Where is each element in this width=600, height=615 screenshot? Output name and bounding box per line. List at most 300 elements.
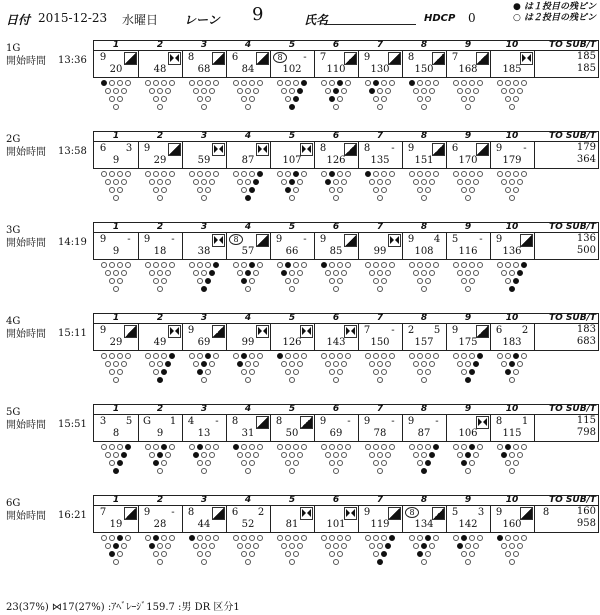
pin-icon <box>373 96 379 102</box>
second-roll: - <box>171 234 175 245</box>
pin-icon <box>325 270 331 276</box>
start-time: 15:51 <box>58 419 87 430</box>
pin-icon <box>289 377 295 383</box>
cumulative-score: 130 <box>370 64 390 75</box>
pin-icon <box>277 171 283 177</box>
first-roll: 8 <box>363 143 371 154</box>
frame-number: 8 <box>420 222 428 232</box>
pin-icon <box>469 278 475 284</box>
running-subtotal: 683 <box>576 336 596 347</box>
frame-header <box>94 496 598 506</box>
pin-diagram <box>497 171 533 225</box>
frame-9 <box>446 233 491 259</box>
pin-icon <box>281 88 287 94</box>
pin-icon <box>461 535 467 541</box>
pin-icon <box>157 377 163 383</box>
pin-icon <box>289 361 295 367</box>
frame-10 <box>490 142 535 168</box>
pin-icon <box>341 270 347 276</box>
pin-icon <box>157 361 163 367</box>
frame-rolls <box>94 325 138 336</box>
frame-7 <box>358 51 403 77</box>
cumulative-score: 20 <box>109 64 123 75</box>
pin-icon <box>241 444 247 450</box>
pin-icon <box>201 377 207 383</box>
cumulative-score: 143 <box>326 337 346 348</box>
cumulative-score: 150 <box>370 337 390 348</box>
pin-icon <box>197 96 203 102</box>
frame-header <box>94 223 598 233</box>
pin-icon <box>125 171 131 177</box>
frame-number: 1 <box>112 222 120 232</box>
pin-icon <box>249 460 255 466</box>
pin-icon <box>337 96 343 102</box>
pin-icon <box>505 551 511 557</box>
pin-icon <box>509 543 515 549</box>
pin-icon <box>197 262 203 268</box>
pin-icon <box>369 452 375 458</box>
frame-2 <box>138 506 183 532</box>
pin-diagram <box>453 171 489 225</box>
frame-4 <box>226 51 271 77</box>
pin-icon <box>469 96 475 102</box>
pin-icon <box>253 452 259 458</box>
pin-icon <box>333 286 339 292</box>
pin-icon <box>477 80 483 86</box>
pin-icon <box>497 262 503 268</box>
pin-icon <box>161 353 167 359</box>
pin-icon <box>337 535 343 541</box>
first-roll: 8 <box>187 52 195 63</box>
pin-legend: ● は１投目の残ピン ○ は２投目の残ピン <box>512 2 596 23</box>
cumulative-score: 29 <box>109 337 123 348</box>
pin-icon <box>473 270 479 276</box>
pin-icon <box>469 187 475 193</box>
pin-icon <box>341 88 347 94</box>
pin-icon <box>209 361 215 367</box>
pin-icon <box>465 179 471 185</box>
pin-icon <box>161 171 167 177</box>
game-label <box>6 42 46 68</box>
pin-icon <box>105 452 111 458</box>
pin-icon <box>513 551 519 557</box>
pin-icon <box>233 353 239 359</box>
pin-icon <box>517 88 523 94</box>
pin-icon <box>109 262 115 268</box>
second-roll: - <box>303 234 307 245</box>
second-roll: 5 <box>433 325 441 336</box>
frame-rolls <box>446 52 490 63</box>
pin-icon <box>189 535 195 541</box>
frame-rolls <box>138 234 182 245</box>
pin-icon <box>505 80 511 86</box>
pin-icon <box>277 535 283 541</box>
pin-icon <box>113 286 119 292</box>
pin-icon <box>413 543 419 549</box>
hdcp-label: HDCP <box>424 13 456 24</box>
pin-icon <box>473 179 479 185</box>
cumulative-score: 28 <box>153 519 167 530</box>
pin-icon <box>109 353 115 359</box>
pin-icon <box>417 369 423 375</box>
first-roll: 7 <box>363 325 371 336</box>
pin-icon <box>421 361 427 367</box>
pin-icon <box>377 195 383 201</box>
pin-icon <box>117 171 123 177</box>
pin-icon <box>197 369 203 375</box>
second-roll: 2 <box>521 325 529 336</box>
pin-icon <box>497 171 503 177</box>
frame-number: 8 <box>420 131 428 141</box>
frame-number: 1 <box>112 495 120 505</box>
pin-diagram <box>321 80 357 134</box>
second-roll: 1 <box>169 416 177 427</box>
frame-rolls <box>490 52 534 63</box>
pin-icon <box>293 96 299 102</box>
frame-3 <box>182 415 227 441</box>
pin-icon <box>101 444 107 450</box>
pin-icon <box>193 452 199 458</box>
pin-icon <box>297 361 303 367</box>
first-roll: 9 <box>363 507 371 518</box>
pin-icon <box>389 535 395 541</box>
pin-icon <box>425 171 431 177</box>
pin-icon <box>241 171 247 177</box>
pin-icon <box>341 361 347 367</box>
total-header: TO SUB/T <box>549 495 596 505</box>
pin-icon <box>113 377 119 383</box>
pin-diagram <box>277 535 313 589</box>
pin-icon <box>469 551 475 557</box>
frame-rolls <box>226 507 270 518</box>
pin-icon <box>213 262 219 268</box>
total-header: TO SUB/T <box>549 404 596 414</box>
pin-icon <box>429 361 435 367</box>
pin-icon <box>285 80 291 86</box>
pin-icon <box>505 262 511 268</box>
pin-icon <box>293 262 299 268</box>
second-roll: - <box>215 416 219 427</box>
pin-icon <box>169 171 175 177</box>
frame-4 <box>226 415 271 441</box>
pin-icon <box>409 353 415 359</box>
frame-number: 7 <box>376 495 384 505</box>
pin-icon <box>417 171 423 177</box>
pin-icon <box>249 444 255 450</box>
pin-icon <box>241 187 247 193</box>
pin-icon <box>417 444 423 450</box>
frame-7 <box>358 415 403 441</box>
pin-icon <box>189 171 195 177</box>
pin-diagram <box>101 444 137 498</box>
pin-icon <box>337 80 343 86</box>
pin-icon <box>157 543 163 549</box>
game-totals <box>548 506 596 530</box>
pin-icon <box>245 559 251 565</box>
second-roll: - <box>171 507 175 518</box>
pin-icon <box>169 444 175 450</box>
pin-icon <box>337 353 343 359</box>
pin-icon <box>249 369 255 375</box>
frame-rolls <box>358 143 402 154</box>
cumulative-score: 13 <box>197 428 211 439</box>
pin-icon <box>213 171 219 177</box>
pin-icon <box>109 187 115 193</box>
pin-icon <box>201 452 207 458</box>
pin-icon <box>521 444 527 450</box>
pin-icon <box>417 460 423 466</box>
pin-icon <box>457 543 463 549</box>
pin-icon <box>461 96 467 102</box>
pin-icon <box>109 171 115 177</box>
pin-icon <box>417 278 423 284</box>
first-roll: 2 <box>407 325 415 336</box>
frame-number: 6 <box>332 495 340 505</box>
cumulative-score: 142 <box>458 519 478 530</box>
frame-2 <box>138 142 183 168</box>
second-roll: - <box>523 143 527 154</box>
pin-icon <box>517 270 523 276</box>
second-roll: - <box>479 234 483 245</box>
pin-diagram <box>233 262 269 316</box>
pin-icon <box>149 88 155 94</box>
pin-icon <box>417 353 423 359</box>
frame-4 <box>226 506 271 532</box>
frame-10 <box>490 506 550 532</box>
pin-icon <box>257 262 263 268</box>
frame-6 <box>314 51 359 77</box>
frame-number: 8 <box>420 495 428 505</box>
pin-icon <box>369 270 375 276</box>
pin-icon <box>105 270 111 276</box>
pin-icon <box>297 543 303 549</box>
pin-icon <box>333 179 339 185</box>
frame-number: 5 <box>288 313 296 323</box>
pin-icon <box>245 88 251 94</box>
pin-icon <box>161 551 167 557</box>
frame-1 <box>94 324 139 350</box>
pin-icon <box>237 543 243 549</box>
pin-icon <box>453 262 459 268</box>
pin-icon <box>205 187 211 193</box>
pin-icon <box>425 460 431 466</box>
sheet-header <box>6 6 596 28</box>
pin-icon <box>161 80 167 86</box>
cumulative-score: 87 <box>417 428 431 439</box>
frame-number: 9 <box>464 222 472 232</box>
pin-icon <box>389 353 395 359</box>
pin-icon <box>121 270 127 276</box>
pin-icon <box>245 377 251 383</box>
pin-icon <box>505 444 511 450</box>
cumulative-score: 31 <box>241 428 255 439</box>
pin-icon <box>329 187 335 193</box>
frame-8 <box>402 51 447 77</box>
pin-icon <box>421 195 427 201</box>
pin-icon <box>125 535 131 541</box>
pin-icon <box>241 262 247 268</box>
pin-icon <box>381 353 387 359</box>
pin-icon <box>461 278 467 284</box>
pin-icon <box>329 551 335 557</box>
pin-icon <box>381 187 387 193</box>
pin-icon <box>249 353 255 359</box>
pin-icon <box>101 262 107 268</box>
first-roll: 7 <box>319 52 327 63</box>
first-roll: 8 <box>275 416 283 427</box>
second-roll: - <box>303 52 307 63</box>
frame-number: 5 <box>288 495 296 505</box>
pin-icon <box>201 559 207 565</box>
first-roll: 9 <box>407 234 415 245</box>
pin-icon <box>205 96 211 102</box>
pin-icon <box>425 262 431 268</box>
cumulative-score: 126 <box>326 155 346 166</box>
pin-icon <box>245 468 251 474</box>
pin-icon <box>461 551 467 557</box>
pin-icon <box>329 535 335 541</box>
game-totals <box>548 142 596 166</box>
pin-icon <box>289 452 295 458</box>
frame-rolls <box>270 52 314 63</box>
pin-diagram <box>277 262 313 316</box>
cumulative-score: 78 <box>373 428 387 439</box>
pin-icon <box>329 96 335 102</box>
first-roll: 9 <box>143 143 151 154</box>
pin-icon <box>509 559 515 565</box>
score-card <box>93 131 599 169</box>
cumulative-score: 59 <box>197 155 211 166</box>
pin-icon <box>325 361 331 367</box>
pin-icon <box>281 543 287 549</box>
pin-icon <box>417 262 423 268</box>
frame-rolls <box>270 507 314 518</box>
pin-icon <box>197 171 203 177</box>
second-roll: 2 <box>257 507 265 518</box>
pin-icon <box>377 104 383 110</box>
first-roll: 6 <box>451 143 459 154</box>
pin-icon <box>373 353 379 359</box>
pin-icon <box>201 104 207 110</box>
pin-icon <box>117 353 123 359</box>
pin-icon <box>409 171 415 177</box>
frame-4 <box>226 142 271 168</box>
frame-rolls <box>402 143 446 154</box>
pin-icon <box>325 88 331 94</box>
frame-rolls <box>94 416 138 427</box>
pin-icon <box>245 270 251 276</box>
frame-number: 7 <box>376 313 384 323</box>
pin-icon <box>465 468 471 474</box>
frame-3 <box>182 324 227 350</box>
pin-icon <box>345 535 351 541</box>
game-number: 1G <box>6 43 21 54</box>
pin-icon <box>513 171 519 177</box>
pin-icon <box>117 80 123 86</box>
pin-icon <box>205 262 211 268</box>
pin-icon <box>153 187 159 193</box>
pin-icon <box>109 535 115 541</box>
game-totals <box>548 51 596 75</box>
frame-number: 6 <box>332 131 340 141</box>
pin-icon <box>297 270 303 276</box>
pin-icon <box>101 353 107 359</box>
frame-rolls <box>314 143 358 154</box>
cumulative-score: 119 <box>370 519 390 530</box>
legend-second: は２投目の残ピン <box>523 13 596 23</box>
pin-icon <box>469 535 475 541</box>
frame-rolls <box>358 416 402 427</box>
pin-icon <box>369 88 375 94</box>
frame-4 <box>226 233 271 259</box>
pin-icon <box>509 377 515 383</box>
pin-icon <box>293 187 299 193</box>
cumulative-score: 108 <box>414 246 434 257</box>
frame-7 <box>358 506 403 532</box>
first-roll: 9 <box>99 52 107 63</box>
pin-diagram <box>101 535 137 589</box>
pin-diagram <box>321 262 357 316</box>
game-totals <box>548 415 596 439</box>
pin-icon <box>377 286 383 292</box>
frame-number: 5 <box>288 404 296 414</box>
pin-icon <box>253 361 259 367</box>
cumulative-score: 66 <box>285 246 299 257</box>
pin-diagram <box>145 171 181 225</box>
pin-icon <box>253 270 259 276</box>
game-label <box>6 406 46 432</box>
pin-icon <box>205 369 211 375</box>
pin-icon <box>109 96 115 102</box>
split-roll: 8 <box>273 52 287 63</box>
pin-icon <box>457 452 463 458</box>
running-subtotal: 798 <box>576 427 596 438</box>
pin-icon <box>333 104 339 110</box>
game-number: 5G <box>6 407 21 418</box>
pin-icon <box>457 179 463 185</box>
pin-icon <box>285 96 291 102</box>
pin-icon <box>197 80 203 86</box>
frame-number: 2 <box>156 40 164 50</box>
pin-icon <box>197 535 203 541</box>
pin-icon <box>321 171 327 177</box>
pin-icon <box>289 468 295 474</box>
first-roll: 9 <box>275 234 283 245</box>
pin-diagram <box>365 262 401 316</box>
frame-8 <box>402 324 447 350</box>
start-time: 13:36 <box>58 55 87 66</box>
pin-icon <box>201 88 207 94</box>
pin-icon <box>341 179 347 185</box>
pin-icon <box>513 535 519 541</box>
second-roll: - <box>435 416 439 427</box>
cumulative-score: 81 <box>285 519 299 530</box>
pin-icon <box>113 270 119 276</box>
pin-icon <box>505 535 511 541</box>
pin-icon <box>385 361 391 367</box>
pin-icon <box>421 179 427 185</box>
pin-diagram <box>409 444 445 498</box>
frame-number: 6 <box>332 222 340 232</box>
pin-icon <box>381 551 387 557</box>
pin-icon <box>333 361 339 367</box>
pin-icon <box>189 262 195 268</box>
pin-diagram <box>189 444 225 498</box>
cumulative-score: 179 <box>502 155 522 166</box>
second-roll: 4 <box>433 234 441 245</box>
pin-icon <box>469 353 475 359</box>
pin-icon <box>369 543 375 549</box>
